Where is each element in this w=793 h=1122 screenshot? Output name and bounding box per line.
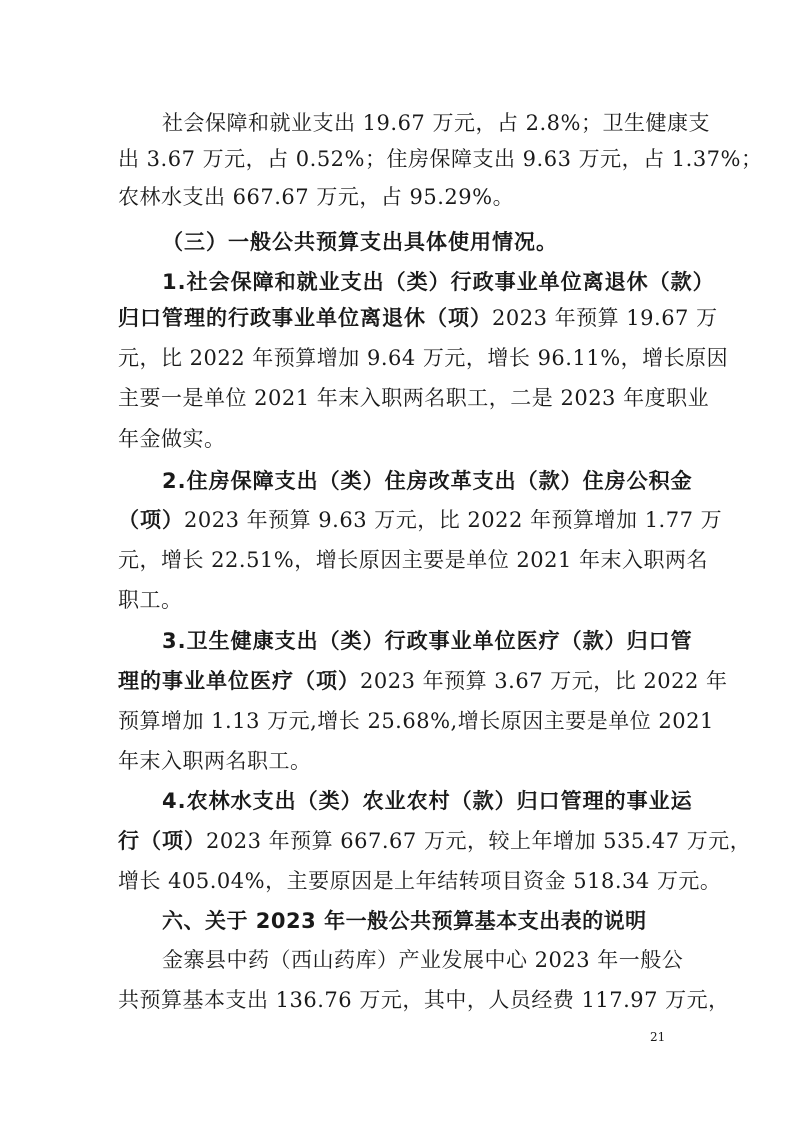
item2-text: 2023 年预算 9.63 万元，比 2022 年预算增加 1.77 万: [184, 508, 723, 532]
paragraph-line: 农林水支出 667.67 万元，占 95.29%。: [118, 185, 515, 209]
item1-line5: 年金做实。: [118, 427, 226, 451]
item1-title-cont: 归口管理的行政事业单位离退休（项）: [118, 306, 492, 330]
subheading-3: （三）一般公共预算支出具体使用情况。: [162, 230, 558, 254]
item3-title-cont: 理的事业单位医疗（项）: [118, 669, 360, 693]
item1-line4: 主要一是单位 2021 年末入职两名职工，二是 2023 年度职业: [118, 386, 710, 410]
item3-line2: [118, 666, 728, 696]
item4-text: 2023 年预算 667.67 万元，较上年增加 535.47 万元，: [206, 829, 752, 853]
item4-title-cont: 行（项）: [118, 829, 206, 853]
item3-line4: 年末入职两名职工。: [118, 749, 312, 773]
item1-title: 1.社会保障和就业支出（类）行政事业单位离退休（款）: [162, 270, 715, 294]
section-6-line2: 共预算基本支出 136.76 万元，其中，人员经费 117.97 万元，: [118, 988, 730, 1012]
section-6-heading: 六、关于 2023 年一般公共预算基本支出表的说明: [162, 909, 647, 933]
item3-line3: 预算增加 1.13 万元,增长 25.68%,增长原因主要是单位 2021: [118, 709, 714, 733]
item1-line3: 元，比 2022 年预算增加 9.64 万元，增长 96.11%，增长原因: [118, 346, 729, 370]
paragraph-line: 社会保障和就业支出 19.67 万元，占 2.8%；卫生健康支: [162, 111, 710, 135]
item1-text: 2023 年预算 19.67 万: [492, 306, 718, 330]
item2-title: 2.住房保障支出（类）住房改革支出（款）住房公积金: [162, 469, 693, 493]
item4-title: 4.农林水支出（类）农业农村（款）归口管理的事业运: [162, 789, 693, 813]
section-6-line1: 金寨县中药（西山药库）产业发展中心 2023 年一般公: [162, 948, 684, 972]
item4-line2: [118, 826, 752, 856]
item1-line2: [118, 303, 718, 333]
item2-line4: 职工。: [118, 588, 183, 612]
item2-line3: 元，增长 22.51%，增长原因主要是单位 2021 年末入职两名: [118, 548, 709, 572]
item4-line3: 增长 405.04%，主要原因是上年结转项目资金 518.34 万元。: [118, 869, 722, 893]
item3-text: 2023 年预算 3.67 万元，比 2022 年: [360, 669, 728, 693]
item2-title-cont: （项）: [118, 508, 184, 532]
page-number: 21: [650, 1030, 666, 1044]
item2-line2: [118, 505, 723, 535]
item3-title: 3.卫生健康支出（类）行政事业单位医疗（款）归口管: [162, 629, 693, 653]
paragraph-line: 出 3.67 万元，占 0.52%；住房保障支出 9.63 万元，占 1.37%；: [118, 147, 763, 171]
